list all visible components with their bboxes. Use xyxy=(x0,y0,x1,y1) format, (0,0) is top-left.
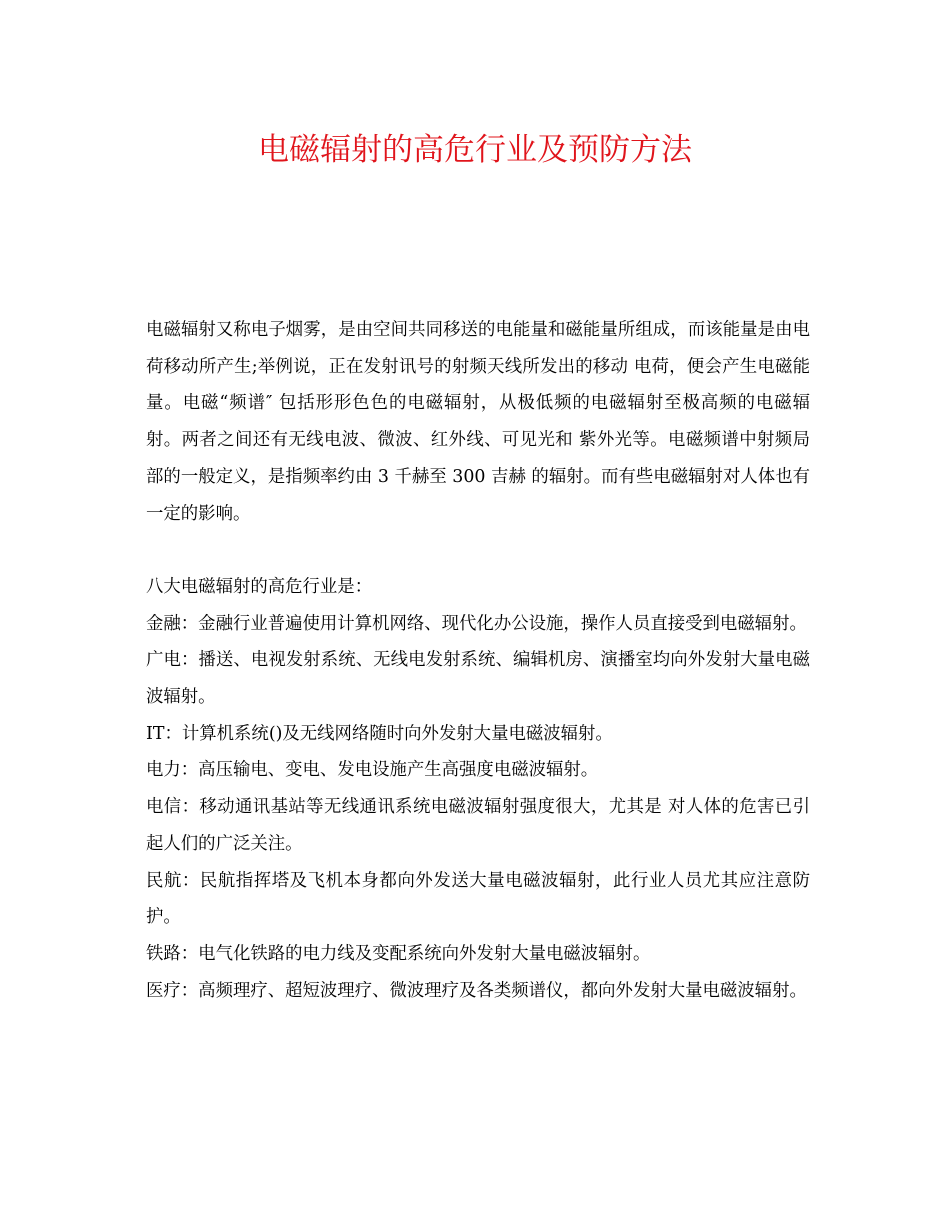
industry-item-telecom: 电信：移动通讯基站等无线通讯系统电磁波辐射强度很大，尤其是 对人体的危害已引起人们的广泛关注。 xyxy=(146,797,810,854)
industry-item-broadcasting: 广电：播送、电视发射系统、无线电发射系统、编辑机房、演播室均向外发射大量电磁波辐射。 xyxy=(146,650,810,708)
intro-paragraph: 电磁辐射又称电子烟雾，是由空间共同移送的电能量和磁能量所组成，而该能量是由电荷移动所产生;举例说，正在发射讯号的射频天线所发出的移动 电荷，便会产生电磁能量。电磁“频谱″ 包括形形色色的电磁辐射，从极低频的电磁辐射至极高频的电磁辐射。两者之间还有无线电波、微波、红外线、可见光和 紫外光等。电磁频谱中射频局部的一般定义，是指频率约由 3 千赫至 300 吉赫 的辐射。而有些电磁辐射对人体也有一定的影响。 xyxy=(146,320,810,524)
industry-item-aviation: 民航：民航指挥塔及飞机本身都向外发送大量电磁波辐射，此行业人员尤其应注意防护。 xyxy=(146,870,810,928)
industry-item-finance: 金融：金融行业普遍使用计算机网络、现代化办公设施，操作人员直接受到电磁辐射。 xyxy=(146,613,807,634)
industry-item-medical: 医疗：高频理疗、超短波理疗、微波理疗及各类频谱仪，都向外发射大量电磁波辐射。 xyxy=(146,980,807,1001)
document-body xyxy=(146,312,810,1009)
industry-item-it: IT：计算机系统()及无线网络随时向外发射大量电磁波辐射。 xyxy=(146,723,613,744)
industry-item-power: 电力：高压输电、变电、发电设施产生高强度电磁波辐射。 xyxy=(146,760,599,781)
industry-item-railway: 铁路：电气化铁路的电力线及变配系统向外发射大量电磁波辐射。 xyxy=(146,943,651,964)
page-title: 电磁辐射的高危行业及预防方法 xyxy=(258,132,692,168)
industries-heading: 八大电磁辐射的高危行业是： xyxy=(146,576,373,597)
